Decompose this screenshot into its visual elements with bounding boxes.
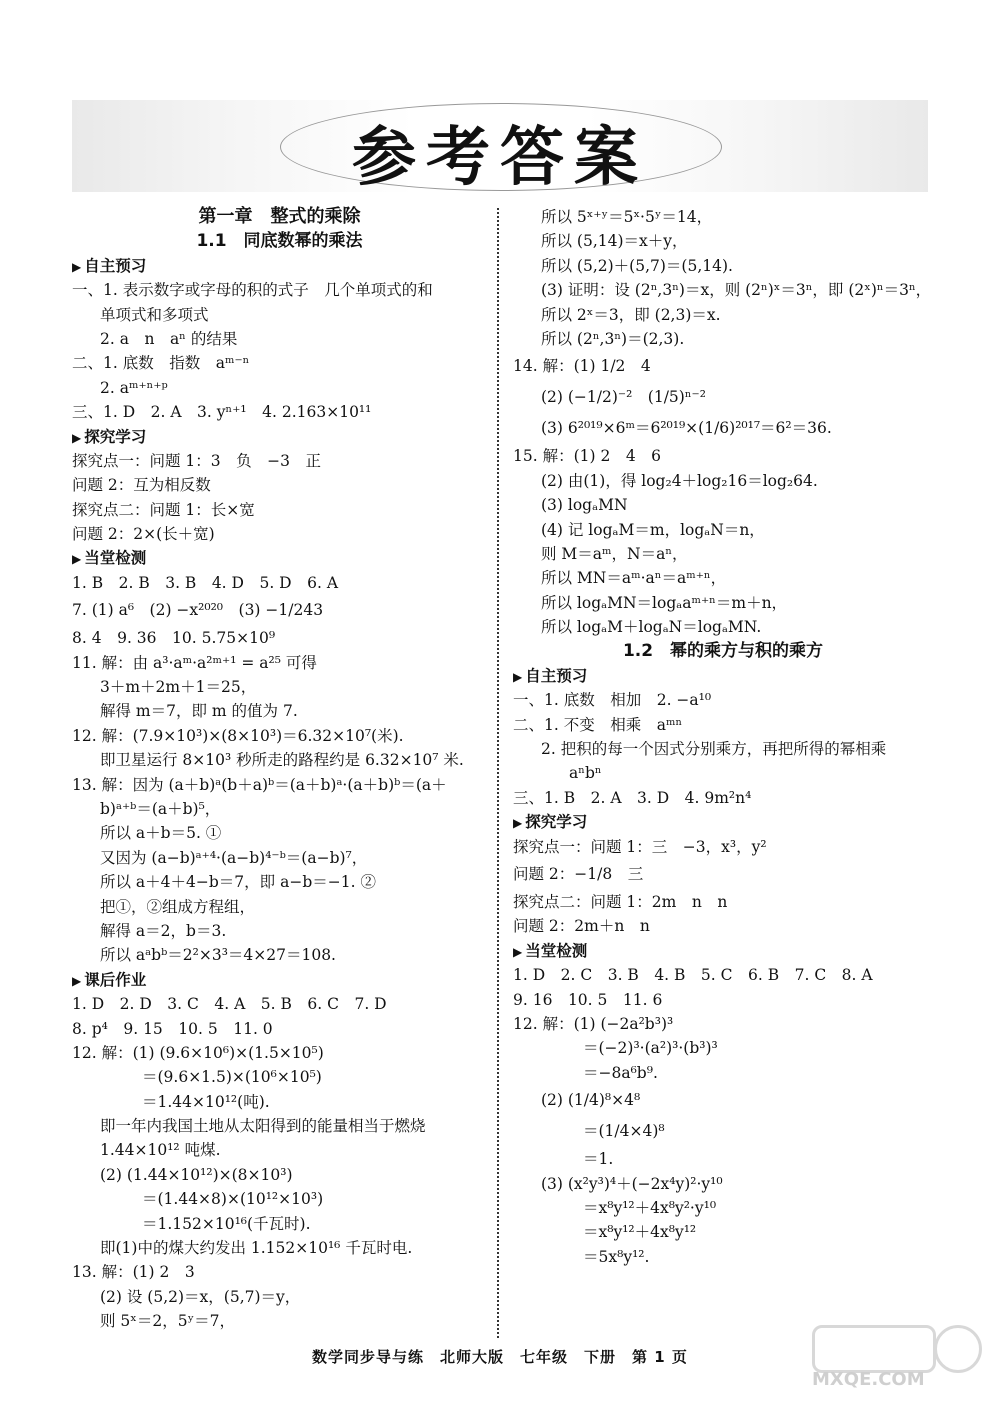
answer-line: 所以 MN＝aᵐ·aⁿ＝aᵐ⁺ⁿ， (541, 569, 727, 588)
answer-line: 又因为 (a−b)ᵃ⁺⁴·(a−b)⁴⁻ᵇ＝(a−b)⁷， (100, 848, 368, 867)
answer-line: 问题 2：−1/8 三 (513, 864, 644, 883)
answer-line: 所以 (5,14)＝x＋y， (541, 232, 688, 251)
answer-line: 1.44×10¹² 吨煤. (100, 1141, 221, 1160)
right-column (513, 205, 933, 1269)
answer-line: 则 5ˣ＝2，5ʸ＝7， (100, 1312, 236, 1331)
answer-line: 探究点一：问题 1：三 −3，x³，y² (513, 837, 767, 856)
answer-line: 7. (1) a⁶ (2) −x²⁰²⁰ (3) −1/243 (72, 601, 324, 620)
answer-line: 所以 logₐM＋logₐN＝logₐMN. (541, 618, 762, 637)
answer-line: 8. 4 9. 36 10. 5.75×10⁹ (72, 629, 276, 648)
watermark-logo (812, 1325, 982, 1391)
answer-line: ＝1.44×10¹²(吨). (142, 1092, 270, 1111)
answer-line: ▶ 探究学习 (513, 810, 933, 834)
answer-line: 二、1. 底数 指数 aᵐ⁻ⁿ (72, 354, 250, 373)
watermark-box-icon (812, 1325, 936, 1373)
answer-line: 1. D 2. C 3. B 4. B 5. C 6. B 7. C 8. A (513, 966, 873, 985)
answer-line: 12. 解：(1) (−2a²b³)³ (513, 1014, 674, 1033)
answer-line: 15. 解：(1) 2 4 6 (513, 447, 662, 466)
answer-line: 三、1. D 2. A 3. yⁿ⁺¹ 4. 2.163×10¹¹ (72, 403, 372, 422)
answer-line: 三、1. B 2. A 3. D 4. 9m²n⁴ (513, 788, 752, 807)
answer-line: (2) 由(1)，得 log₂4＋log₂16＝log₂64. (541, 471, 818, 490)
answer-line: (3) 证明：设 (2ⁿ,3ⁿ)＝x，则 (2ⁿ)ˣ＝3ⁿ，即 (2ˣ)ⁿ＝3ⁿ， (541, 281, 932, 300)
answer-line: ＝(1.44×8)×(10¹²×10³) (142, 1190, 324, 1209)
answer-line: 1. B 2. B 3. B 4. D 5. D 6. A (72, 573, 339, 592)
answer-line: (3) (x²y³)⁴＋(−2x⁴y)²·y¹⁰ (541, 1174, 723, 1193)
answer-line: ＝(9.6×1.5)×(10⁶×10⁵) (142, 1068, 322, 1087)
answer-line: (2) (1/4)⁸×4⁸ (541, 1091, 641, 1110)
answer-line: ＝1.152×10¹⁶(千瓦时). (142, 1214, 311, 1233)
answer-line: 11. 解：由 a³·aᵐ·a²ᵐ⁺¹ = a²⁵ 可得 (72, 653, 317, 672)
answer-line: ＝(−2)³·(a²)³·(b³)³ (583, 1039, 718, 1058)
answer-line: ＝x⁸y¹²＋4x⁸y¹² (583, 1223, 697, 1242)
answer-line: 所以 5ˣ⁺ʸ＝5ˣ·5ʸ＝14， (541, 208, 713, 226)
answer-line: 1. D 2. D 3. C 4. A 5. B 6. C 7. D (72, 995, 387, 1014)
answer-line: 所以 2ˣ＝3，即 (2,3)＝x. (541, 305, 721, 324)
answer-line: 单项式和多项式 (100, 305, 209, 324)
answer-line: (3) logₐMN (541, 496, 628, 515)
answer-line: 问题 2：2m＋n n (513, 917, 650, 936)
answer-line: 2. 把积的每一个因式分别乘方，再把所得的幂相乘 (541, 740, 887, 759)
answer-line: 即(1)中的煤大约发出 1.152×10¹⁶ 千瓦时电. (100, 1239, 413, 1258)
answer-line: 一、1. 表示数字或字母的积的式子 几个单项式的和 (72, 281, 433, 300)
answer-line: 所以 a＋4＋4−b＝7，即 a−b＝−1. ② (100, 873, 376, 892)
watermark-circle-icon (934, 1325, 982, 1373)
answer-line: 9. 16 10. 5 11. 6 (513, 990, 663, 1009)
answer-line: 解得 m＝7，即 m 的值为 7. (100, 702, 298, 721)
answer-line: 所以 (5,2)＋(5,7)＝(5,14). (541, 256, 733, 275)
answer-line: ＝(1/4×4)⁸ (583, 1122, 665, 1141)
answer-line: 探究点一：问题 1：3 负 −3 正 (72, 451, 322, 470)
answer-line: 13. 解：因为 (a＋b)ᵃ(b＋a)ᵇ＝(a＋b)ᵃ·(a＋b)ᵇ＝(a＋ (72, 775, 447, 794)
answer-line: ▶ 探究学习 (72, 425, 487, 449)
watermark-url: MXQE.COM (812, 1369, 925, 1390)
answer-line: 所以 a＋b＝5. ① (100, 824, 222, 843)
answer-line: ▶ 当堂检测 (72, 546, 487, 570)
answer-line: 问题 2：互为相反数 (72, 476, 211, 495)
answer-line: (2) 设 (5,2)＝x，(5,7)＝y， (100, 1287, 301, 1306)
answer-line: 所以 logₐMN＝logₐaᵐ⁺ⁿ＝m＋n， (541, 593, 788, 612)
answer-line: ▶ 自主预习 (72, 254, 487, 278)
answer-line: 即卫星运行 8×10³ 秒所走的路程约是 6.32×10⁷ 米. (100, 751, 464, 770)
answer-line: 探究点二：问题 1：长×宽 (72, 500, 255, 519)
answer-line: ▶ 课后作业 (72, 968, 487, 992)
answer-line: 即一年内我国土地从太阳得到的能量相当于燃烧 (100, 1117, 426, 1136)
page-title: 参考答案 (352, 121, 648, 195)
left-column (72, 205, 487, 1334)
column-divider (497, 208, 499, 1338)
answer-line: 1.1 同底数幂的乘法 (196, 231, 363, 252)
answer-line: 3＋m＋2m＋1＝25， (100, 678, 257, 697)
answer-line: 14. 解：(1) 1/2 4 (513, 357, 651, 376)
answer-line: ＝1. (583, 1150, 614, 1169)
answer-line: 二、1. 不变 相乘 aᵐⁿ (513, 715, 683, 734)
answer-line: ▶ 当堂检测 (513, 939, 933, 963)
answer-line: 把①，②组成方程组， (100, 897, 256, 916)
answer-line: 一、1. 底数 相加 2. −a¹⁰ (513, 691, 712, 710)
answer-line: 12. 解：(7.9×10³)×(8×10³)＝6.32×10⁷(米). (72, 726, 404, 745)
answer-line: 2. a n aⁿ 的结果 (100, 329, 238, 348)
answer-line: (3) 6²⁰¹⁹×6ᵐ＝6²⁰¹⁹×(1/6)²⁰¹⁷＝6²＝36. (541, 419, 832, 438)
answer-line: ＝x⁸y¹²＋4x⁸y²·y¹⁰ (583, 1198, 717, 1217)
answer-line: ＝−8a⁶b⁹. (583, 1063, 658, 1082)
answer-line: ▶ 自主预习 (513, 664, 933, 688)
answer-line: 解得 a＝2，b＝3. (100, 921, 227, 940)
answer-line: 所以 aᵃbᵇ＝2²×3³＝4×27＝108. (100, 946, 336, 965)
answer-line: (2) (1.44×10¹²)×(8×10³) (100, 1165, 293, 1184)
answer-line: 1.2 幂的乘方与积的乘方 (622, 641, 824, 662)
answer-line: 8. p⁴ 9. 15 10. 5 11. 0 (72, 1019, 273, 1038)
answer-line: 所以 (2ⁿ,3ⁿ)＝(2,3). (541, 329, 685, 348)
answer-line: 问题 2：2×(长＋宽) (72, 525, 215, 544)
answer-line: 第一章 整式的乘除 (198, 206, 361, 227)
answer-line: (2) (−1/2)⁻² (1/5)ⁿ⁻² (541, 388, 706, 407)
answer-line: aⁿbⁿ (569, 764, 602, 783)
page-footer: 数学同步导与练 北师大版 七年级 下册 第 1 页 (312, 1348, 688, 1366)
answer-line: b)ᵃ⁺ᵇ＝(a＋b)⁵， (100, 799, 221, 818)
answer-line: 则 M＝aᵐ，N＝aⁿ， (541, 544, 688, 563)
answer-line: (4) 记 logₐM＝m，logₐN＝n， (541, 520, 765, 539)
answer-line: 探究点二：问题 1：2m n n (513, 892, 728, 911)
answer-line: 2. aᵐ⁺ⁿ⁺ᵖ (100, 378, 168, 397)
answer-line: ＝5x⁸y¹². (583, 1247, 650, 1266)
answer-line: 13. 解：(1) 2 3 (72, 1263, 195, 1282)
answer-line: 12. 解：(1) (9.6×10⁶)×(1.5×10⁵) (72, 1043, 324, 1062)
